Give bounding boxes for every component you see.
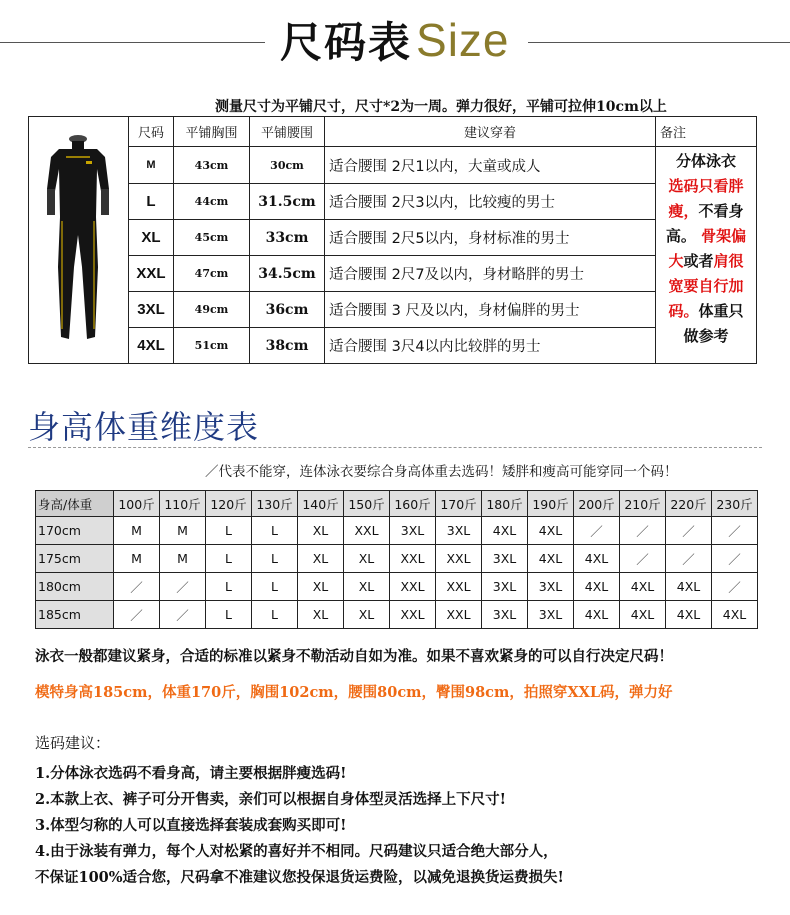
suggest-cell: 适合腰围 3尺4以内比较胖的男士 bbox=[325, 328, 656, 364]
size-value-cell: L bbox=[252, 545, 298, 573]
size-value-cell: 4XL bbox=[574, 601, 620, 629]
weight-header: 200斤 bbox=[574, 491, 620, 517]
header-rule-right bbox=[528, 42, 790, 43]
size-value-cell: XL bbox=[298, 517, 344, 545]
page-title-en: Size bbox=[416, 14, 510, 66]
chest-cell: 45cm bbox=[174, 220, 250, 256]
tip-line: 2.本款上衣、裤子可分开售卖，亲们可以根据自身体型灵活选择上下尺寸! bbox=[35, 791, 506, 808]
weight-header: 220斤 bbox=[666, 491, 712, 517]
chest-cell: 49cm bbox=[174, 292, 250, 328]
size-cell: 3XL bbox=[129, 292, 174, 328]
size-value-cell: 4XL bbox=[574, 545, 620, 573]
size-value-cell: 4XL bbox=[574, 573, 620, 601]
table-row bbox=[29, 147, 757, 184]
chest-cell: 51cm bbox=[174, 328, 250, 364]
size-value-cell: XXL bbox=[436, 573, 482, 601]
size-cell: XXL bbox=[129, 256, 174, 292]
size-value-cell: L bbox=[206, 517, 252, 545]
weight-header: 120斤 bbox=[206, 491, 252, 517]
weight-header: 100斤 bbox=[114, 491, 160, 517]
suggest-cell: 适合腰围 2尺5以内，身材标准的男士 bbox=[325, 220, 656, 256]
note-weight-reference: 体重只做参考 bbox=[683, 302, 744, 345]
size-value-cell: 4XL bbox=[666, 601, 712, 629]
size-cell: 4XL bbox=[129, 328, 174, 364]
height-cell: 170cm bbox=[36, 517, 114, 545]
note-choose-by-build: 选码只看胖瘦， bbox=[668, 177, 744, 220]
size-value-cell: M bbox=[114, 545, 160, 573]
waist-cell: 36cm bbox=[250, 292, 325, 328]
size-value-cell: 3XL bbox=[482, 545, 528, 573]
tip-line: 不保证100%适合您，尺码拿不准建议您投保退货运费险，以减免退换货运费损失! bbox=[35, 869, 564, 886]
size-value-cell: XL bbox=[344, 573, 390, 601]
size-value-cell: XL bbox=[344, 545, 390, 573]
size-value-cell: 3XL bbox=[390, 517, 436, 545]
size-value-cell: XXL bbox=[436, 545, 482, 573]
section2-title: 身高体重维度表 bbox=[28, 408, 260, 446]
size-value-cell: ／ bbox=[620, 517, 666, 545]
size-value-cell: XXL bbox=[436, 601, 482, 629]
size-value-cell: L bbox=[252, 517, 298, 545]
weight-header: 130斤 bbox=[252, 491, 298, 517]
waist-cell: 33cm bbox=[250, 220, 325, 256]
size-value-cell: 4XL bbox=[528, 545, 574, 573]
size-value-cell: L bbox=[206, 545, 252, 573]
weight-header: 160斤 bbox=[390, 491, 436, 517]
size-value-cell: 4XL bbox=[666, 573, 712, 601]
chest-cell: 43cm bbox=[174, 147, 250, 184]
size-value-cell: M bbox=[114, 517, 160, 545]
section2-note: ／代表不能穿，连体泳衣要综合身高体重去选码！矮胖和瘦高可能穿同一个码！ bbox=[205, 464, 678, 480]
header-suggest: 建议穿着 bbox=[325, 117, 656, 147]
size-value-cell: XXL bbox=[390, 545, 436, 573]
table-row bbox=[36, 601, 758, 629]
suggest-cell: 适合腰围 2尺7及以内，身材略胖的男士 bbox=[325, 256, 656, 292]
size-value-cell: ／ bbox=[712, 517, 758, 545]
suggest-cell: 适合腰围 2尺1以内，大童或成人 bbox=[325, 147, 656, 184]
tip-line: 4.由于泳装有弹力，每个人对松紧的喜好并不相同。尺码建议只适合绝大部分人， bbox=[35, 843, 558, 860]
size-value-cell: 3XL bbox=[528, 601, 574, 629]
table-row bbox=[29, 256, 757, 292]
tip-line: 1.分体泳衣选码不看身高，请主要根据胖瘦选码! bbox=[35, 765, 347, 782]
chest-cell: 47cm bbox=[174, 256, 250, 292]
waist-cell: 38cm bbox=[250, 328, 325, 364]
page-title-cn: 尺码表 bbox=[280, 18, 413, 67]
weight-header: 210斤 bbox=[620, 491, 666, 517]
size-value-cell: XL bbox=[298, 601, 344, 629]
size-value-cell: M bbox=[160, 517, 206, 545]
note-or: 或者 bbox=[683, 252, 714, 270]
size-cell: L bbox=[129, 184, 174, 220]
page-title bbox=[280, 10, 510, 70]
weight-header: 110斤 bbox=[160, 491, 206, 517]
size-value-cell: XXL bbox=[390, 573, 436, 601]
size-value-cell: ／ bbox=[114, 601, 160, 629]
measure-note: 测量尺寸为平铺尺寸，尺寸*2为一周。弹力很好，平铺可拉伸10cm以上 bbox=[215, 99, 667, 115]
size-value-cell: L bbox=[206, 601, 252, 629]
size-value-cell: ／ bbox=[712, 573, 758, 601]
size-value-cell: ／ bbox=[712, 545, 758, 573]
height-cell: 185cm bbox=[36, 601, 114, 629]
waist-cell: 30cm bbox=[250, 147, 325, 184]
size-cell: M bbox=[129, 147, 174, 184]
header-rule-left bbox=[0, 42, 265, 43]
tips-title: 选码建议： bbox=[35, 734, 111, 752]
note-split-swimsuit: 分体泳衣 bbox=[675, 152, 736, 170]
size-value-cell: M bbox=[160, 545, 206, 573]
table-row bbox=[36, 545, 758, 573]
size-value-cell: 3XL bbox=[482, 573, 528, 601]
size-value-cell: 3XL bbox=[482, 601, 528, 629]
hw-corner-header: 身高/体重 bbox=[36, 491, 114, 517]
size-value-cell: 4XL bbox=[620, 573, 666, 601]
sizing-tips bbox=[35, 732, 775, 891]
model-image-cell bbox=[29, 117, 129, 364]
swimsuit-figure-icon bbox=[29, 117, 127, 363]
waist-cell: 31.5cm bbox=[250, 184, 325, 220]
size-value-cell: 3XL bbox=[528, 573, 574, 601]
weight-header: 140斤 bbox=[298, 491, 344, 517]
size-value-cell: 4XL bbox=[712, 601, 758, 629]
height-cell: 180cm bbox=[36, 573, 114, 601]
size-value-cell: XL bbox=[298, 573, 344, 601]
height-cell: 175cm bbox=[36, 545, 114, 573]
size-value-cell: ／ bbox=[574, 517, 620, 545]
size-value-cell: 3XL bbox=[436, 517, 482, 545]
size-value-cell: 4XL bbox=[482, 517, 528, 545]
suggest-cell: 适合腰围 3 尺及以内，身材偏胖的男士 bbox=[325, 292, 656, 328]
model-info: 模特身高185cm，体重170斤，胸围102cm，腰围80cm，臀围98cm，拍照穿XXL码，弹力好 bbox=[35, 684, 673, 701]
header-size: 尺码 bbox=[129, 117, 174, 147]
weight-header: 190斤 bbox=[528, 491, 574, 517]
suggest-cell: 适合腰围 2尺3以内，比较瘦的男士 bbox=[325, 184, 656, 220]
size-value-cell: XXL bbox=[390, 601, 436, 629]
size-value-cell: L bbox=[252, 573, 298, 601]
size-value-cell: L bbox=[206, 573, 252, 601]
table-row bbox=[36, 573, 758, 601]
size-value-cell: ／ bbox=[160, 573, 206, 601]
height-weight-table bbox=[35, 490, 758, 629]
note-big-frame: 骨架偏大 bbox=[668, 227, 747, 270]
size-value-cell: L bbox=[252, 601, 298, 629]
size-value-cell: 4XL bbox=[528, 517, 574, 545]
note-wide-shoulders: 肩很宽要自行加码。 bbox=[668, 252, 744, 320]
size-table bbox=[28, 116, 757, 364]
size-value-cell: XL bbox=[344, 601, 390, 629]
size-value-cell: XL bbox=[298, 545, 344, 573]
note-not-height: 不看身高。 bbox=[665, 202, 744, 245]
table-row bbox=[29, 220, 757, 256]
size-value-cell: ／ bbox=[114, 573, 160, 601]
size-cell: XL bbox=[129, 220, 174, 256]
section2-divider bbox=[28, 447, 762, 448]
header-waist: 平铺腰围 bbox=[250, 117, 325, 147]
size-value-cell: XXL bbox=[344, 517, 390, 545]
size-value-cell: ／ bbox=[666, 545, 712, 573]
size-value-cell: 4XL bbox=[620, 601, 666, 629]
weight-header: 180斤 bbox=[482, 491, 528, 517]
table-row bbox=[36, 517, 758, 545]
size-table-header-row bbox=[29, 117, 757, 147]
size-value-cell: ／ bbox=[666, 517, 712, 545]
tip-line: 3.体型匀称的人可以直接选择套装成套购买即可! bbox=[35, 817, 347, 834]
size-value-cell: ／ bbox=[160, 601, 206, 629]
weight-header: 150斤 bbox=[344, 491, 390, 517]
waist-cell: 34.5cm bbox=[250, 256, 325, 292]
hw-header-row bbox=[36, 491, 758, 517]
weight-header: 170斤 bbox=[436, 491, 482, 517]
page-header bbox=[0, 0, 790, 80]
note-cell bbox=[656, 147, 757, 364]
size-value-cell: ／ bbox=[620, 545, 666, 573]
header-chest: 平铺胸围 bbox=[174, 117, 250, 147]
header-note: 备注 bbox=[656, 117, 757, 147]
chest-cell: 44cm bbox=[174, 184, 250, 220]
table-row bbox=[29, 328, 757, 364]
weight-header: 230斤 bbox=[712, 491, 758, 517]
table-row bbox=[29, 184, 757, 220]
table-row bbox=[29, 292, 757, 328]
tight-fit-advice: 泳衣一般都建议紧身，合适的标准以紧身不勒活动自如为准。如果不喜欢紧身的可以自行决定尺码！ bbox=[35, 649, 673, 665]
